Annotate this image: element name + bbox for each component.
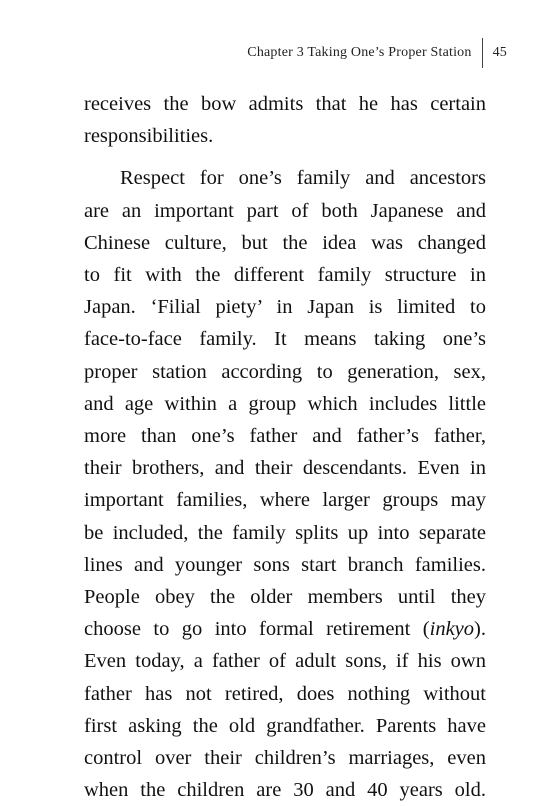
text-line: more than one’s father and father’s father,: [84, 425, 486, 448]
text-line: responsibilities.: [84, 125, 214, 148]
text-line: People obey the older members until they: [84, 586, 486, 609]
text-line: be included, the family splits up into separate: [84, 521, 486, 544]
text-segment: ).: [474, 618, 486, 641]
chapter-title: Chapter 3 Taking One’s Proper Station: [247, 45, 472, 60]
text-line: control over their children’s marriages, even: [84, 747, 486, 770]
text-line: to fit with the different family structure in: [84, 264, 486, 287]
paragraph-1: [84, 88, 486, 152]
text-line: lines and younger sons start branch families.: [84, 553, 486, 576]
text-line: Even today, a father of adult sons, if his own: [84, 650, 486, 673]
paragraph-2: [84, 162, 486, 806]
text-line: first asking the old grandfather. Parents have: [84, 714, 486, 737]
text-line: Respect for one’s family and ancestors: [120, 167, 486, 190]
text-line: important families, where larger groups may: [84, 489, 486, 512]
text-line: are an important part of both Japanese and: [84, 199, 486, 222]
body-text: [84, 88, 486, 806]
text-segment: choose to go into formal retirement (: [84, 618, 430, 641]
text-line: Japan. ‘Filial piety’ in Japan is limited to: [84, 296, 486, 319]
text-line: their brothers, and their descendants. Even in: [84, 457, 486, 480]
text-line: Chinese culture, but the idea was changed: [84, 231, 486, 254]
text-line: proper station according to generation, sex,: [84, 360, 486, 383]
header-divider: [482, 38, 483, 68]
page-number: 45: [492, 45, 507, 60]
text-line: receives the bow admits that he has certain: [84, 93, 486, 115]
text-line: face-to-face family. It means taking one’s: [84, 328, 486, 351]
running-head: [247, 36, 507, 70]
text-line: when the children are 30 and 40 years old.: [84, 779, 486, 802]
text-line-with-italic: [84, 613, 486, 645]
text-line: and age within a group which includes little: [84, 392, 486, 415]
italic-term: inkyo: [429, 618, 475, 641]
text-line: father has not retired, does nothing without: [84, 682, 486, 705]
